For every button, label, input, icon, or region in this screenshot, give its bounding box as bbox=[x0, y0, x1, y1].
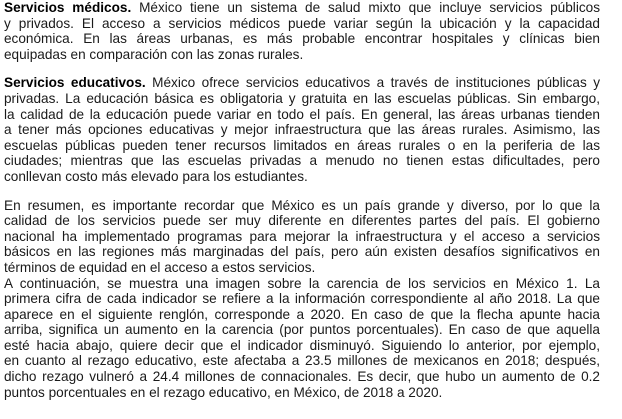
text-span: México tiene un sistema de salud mixto que incluye servicios públicos bbox=[139, 0, 600, 15]
text-span: México ofrece servicios educativos a través de instituciones públicas y bbox=[152, 75, 601, 91]
text-line: conllevan costo más elevado para los estudiantes. bbox=[4, 168, 308, 184]
text-line: básicos en las regiones más marginadas del país, pero aún existen desafíos significativos en bbox=[4, 244, 600, 260]
paragraph-servicios-educativos bbox=[4, 75, 600, 184]
paragraph-servicios-medicos bbox=[4, 0, 600, 62]
document-page bbox=[4, 0, 600, 400]
text-line: términos de equidad en el acceso a estos servicios. bbox=[4, 259, 316, 275]
text-line: aparece en el siguiente renglón, corresponde a 2020. En caso de que la flecha apunte hacia bbox=[4, 306, 600, 322]
text-line bbox=[4, 0, 600, 16]
paragraph-gap bbox=[4, 62, 600, 75]
text-line: En resumen, es importante recordar que México es un país grande y diverso, por lo que la bbox=[4, 197, 600, 213]
text-line: puntos porcentuales en el rezago educativo, en México, de 2018 a 2020. bbox=[4, 384, 443, 400]
paragraph-continuacion bbox=[4, 276, 600, 401]
text-line: calidad de los servicios puede ser muy diferente en diferentes partes del país. El gobierno bbox=[4, 213, 600, 229]
paragraph-gap bbox=[4, 185, 600, 198]
text-line: esté hacia abajo, quiere decir que el indicador disminuyó. Siguiendo lo anterior, por ejemplo, bbox=[4, 337, 600, 353]
heading-servicios-medicos: Servicios médicos. bbox=[4, 0, 132, 15]
heading-servicios-educativos: Servicios educativos. bbox=[4, 75, 146, 91]
text-line: económica. En las áreas urbanas, es más probable encontrar hospitales y clínicas bien bbox=[4, 31, 600, 47]
paragraph-resumen bbox=[4, 198, 600, 276]
text-line: arriba, significa un aumento en la carencia (por puntos porcentuales). En caso de que aquella bbox=[4, 322, 600, 338]
text-line: equipadas en comparación con las zonas rurales. bbox=[4, 46, 304, 62]
text-line: escuelas públicas pueden tener recursos limitados en áreas rurales o en la periferia de las bbox=[4, 137, 600, 153]
text-line: dicho rezago vulneró a 24.4 millones de connacionales. Es decir, que hubo un aumento de 0.2 bbox=[4, 369, 600, 385]
text-line: a tener más opciones educativas y mejor infraestructura que las áreas rurales. Asimismo, las bbox=[4, 122, 600, 138]
text-line: privadas. La educación básica es obligatoria y gratuita en las escuelas públicas. Sin embargo, bbox=[4, 90, 600, 106]
text-line: en cuanto al rezago educativo, este afectaba a 23.5 millones de mexicanos en 2018; después, bbox=[4, 353, 600, 369]
text-line: ciudades; mientras que las escuelas privadas a menudo no tienen estas dificultades, pero bbox=[4, 153, 600, 169]
text-line: nacional ha implementado programas para mejorar la infraestructura y el acceso a servicios bbox=[4, 228, 600, 244]
text-line: y privados. El acceso a servicios médicos puede variar según la ubicación y la capacidad bbox=[4, 15, 600, 31]
text-line bbox=[4, 75, 600, 91]
text-line: primera cifra de cada indicador se refiere a la información correspondiente al año 2018. La que bbox=[4, 291, 600, 307]
text-line: la calidad de la educación puede variar en todo el país. En general, las áreas urbanas tienden bbox=[4, 106, 600, 122]
text-line: A continuación, se muestra una imagen sobre la carencia de los servicios en México 1. La bbox=[4, 275, 600, 291]
